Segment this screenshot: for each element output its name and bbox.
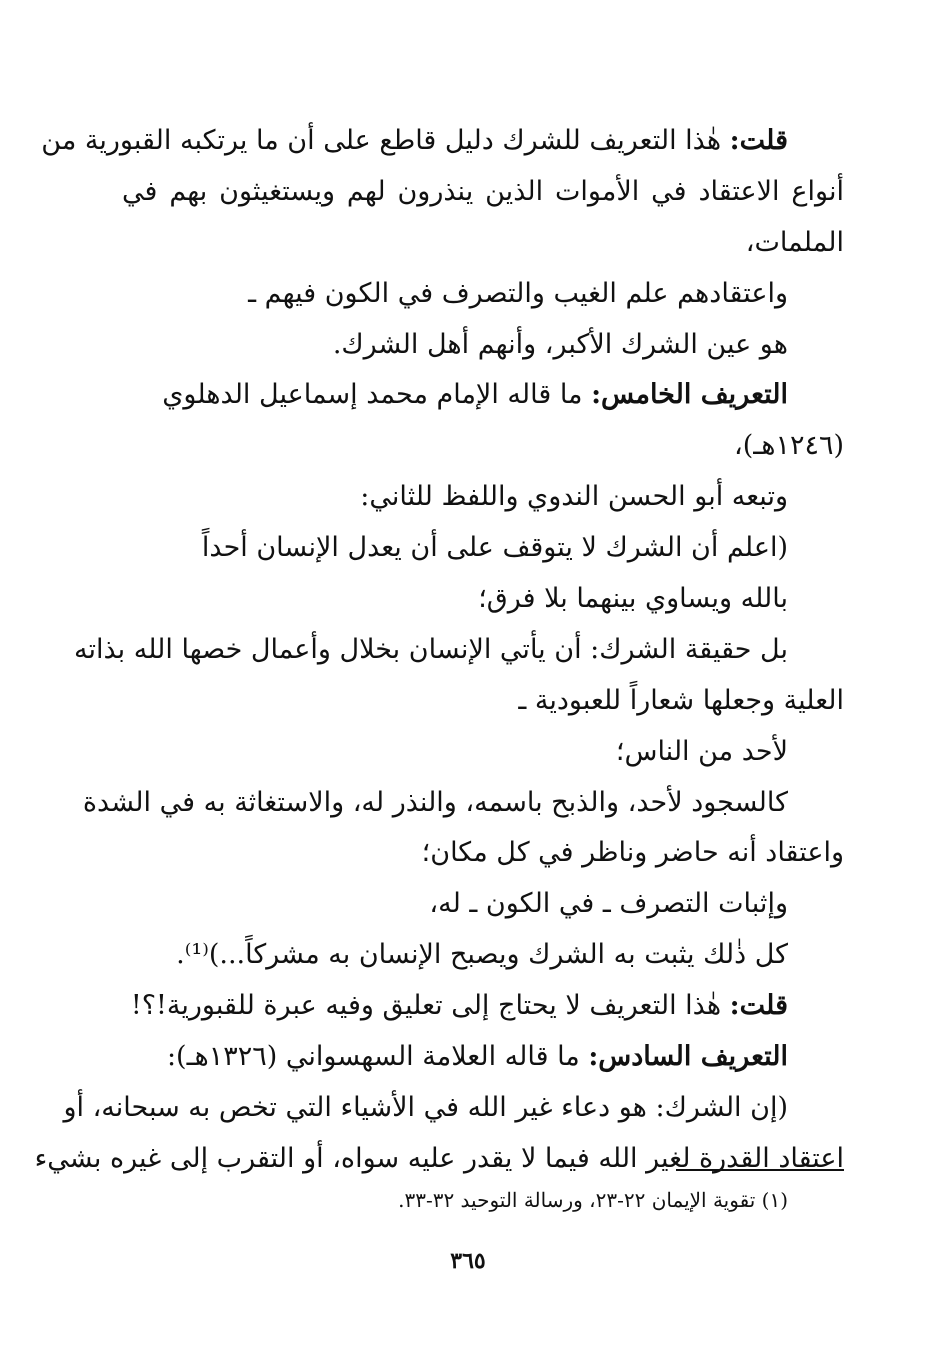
line-text: كالسجود لأحد، والذبح باسمه، والنذر له، والاستغاثة به في الشدة [82,786,788,818]
body-text [34,116,844,1185]
text-line [122,472,844,523]
text-line [122,574,844,625]
line-text: اعتقاد القدرة لغير الله فيما لا يقدر عليه سواه، أو التقرب إلى غيره بشيء [34,1142,844,1174]
text-line [122,879,844,930]
lead-phrase: التعريف السادس: [588,1041,788,1073]
text-line [34,1134,844,1185]
text-line [82,778,844,829]
text-line [63,1083,844,1134]
text-line [122,421,844,472]
text-line [122,167,844,218]
text-line [122,320,844,371]
footnote: (١) تقوية الإيمان ٢٢-٢٣، ورسالة التوحيد ٣٢-٣٣. [398,1188,788,1212]
text-line [41,116,844,167]
text-line [122,370,844,421]
line-text: لأحد من الناس؛ [615,735,788,767]
line-text: كل ذٰلك يثبت به الشرك ويصبح الإنسان به مشركاً...)⁽¹⁾. [176,939,788,971]
line-text: وتبعه أبو الحسن الندوي واللفظ للثاني: [360,481,788,513]
line-text: بالله ويساوي بينهما بلا فرق؛ [478,583,788,615]
lead-phrase: قلت: [729,125,788,156]
line-text: ما قاله الإمام محمد إسماعيل الدهلوي [162,379,592,411]
text-line [74,625,844,676]
text-line [122,930,844,981]
line-text: ما قاله العلامة السهسواني (١٣٢٦هـ): [166,1041,589,1073]
lead-phrase: التعريف الخامس: [591,379,788,411]
line-text: هٰذا التعريف للشرك دليل قاطع على أن ما يرتكبه القبورية من [41,125,730,156]
text-line [122,727,844,778]
line-text: (١٢٤٦هـ)، [734,430,844,462]
line-text: (اعلم أن الشرك لا يتوقف على أن يعدل الإنسان أحداً [201,532,788,564]
line-text: أنواع الاعتقاد في الأموات الذين ينذرون لهم ويستغيثون بهم في [122,175,844,207]
line-text: الملمات، [745,226,844,258]
text-line [122,1032,844,1083]
line-text: (إن الشرك: هو دعاء غير الله في الأشياء التي تخص به سبحانه، أو [63,1091,788,1123]
footnote-divider [676,1169,844,1171]
line-text: هو عين الشرك الأكبر، وأنهم أهل الشرك. [332,328,788,360]
line-text: بل حقيقة الشرك: أن يأتي الإنسان بخلال وأعمال خصها الله بذاته [74,633,788,665]
lead-phrase: قلت: [729,990,788,1022]
text-line [122,269,844,320]
line-text: واعتقاد أنه حاضر وناظر في كل مكان؛ [421,837,844,869]
line-text: هٰذا التعريف لا يحتاج إلى تعليق وفيه عبرة للقبورية!؟! [130,990,730,1022]
page-number: ٣٦٥ [450,1248,486,1274]
line-text: واعتقادهم علم الغيب والتصرف في الكون فيهم ـ [248,277,788,309]
text-line [122,828,844,879]
text-line [122,981,844,1032]
text-line [122,218,844,269]
text-line [122,523,844,574]
text-line [122,676,844,727]
line-text: وإثبات التصرف ـ في الكون ـ له، [429,888,788,920]
line-text: العلية وجعلها شعاراً للعبودية ـ [518,684,844,716]
